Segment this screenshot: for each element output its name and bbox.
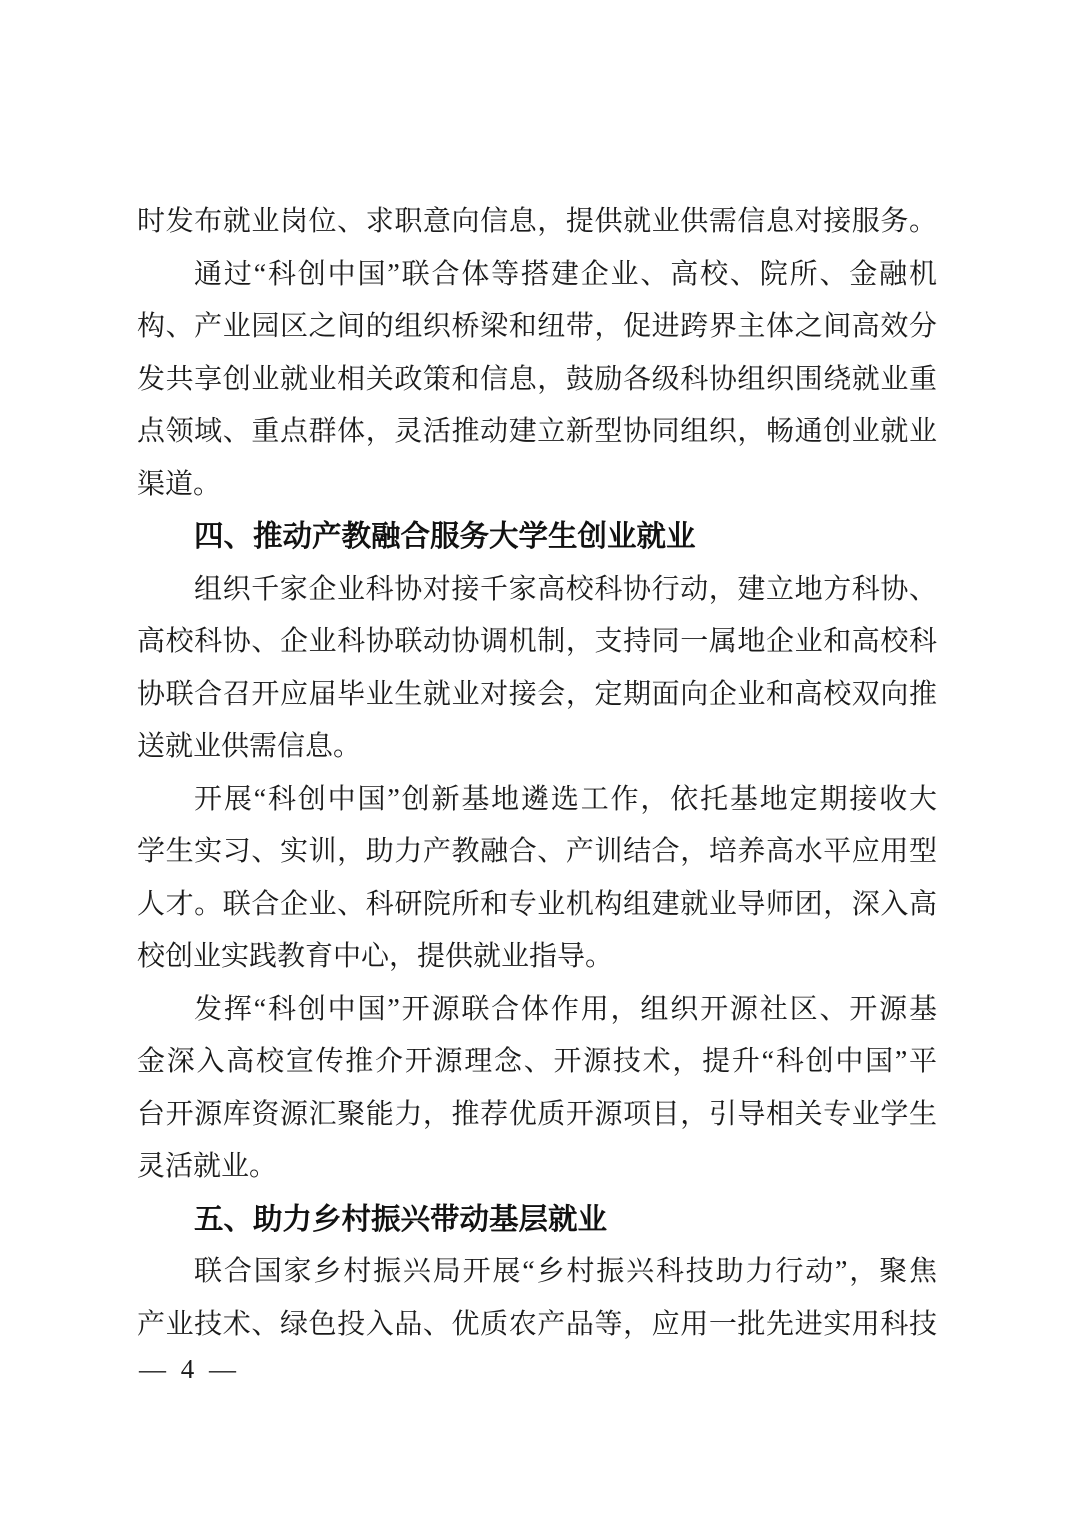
text-line: 组织千家企业科协对接千家高校科协行动，建立地方科协、 [194,573,937,605]
section-heading: 五、助力乡村振兴带动基层就业 [194,1202,608,1236]
text-line: 发挥“科创中国”开源联合体作用，组织开源社区、开源基 [194,993,937,1025]
text-line: 送就业供需信息。 [137,731,362,762]
document-body [137,196,937,1351]
text-line: 校创业实践教育中心，提供就业指导。 [137,941,614,972]
text-line: 开展“科创中国”创新基地遴选工作，依托基地定期接收大 [194,783,937,815]
page-number: — 4 — [139,1354,240,1384]
text-line: 构、产业园区之间的组织桥梁和纽带，促进跨界主体之间高效分 [137,311,937,342]
text-line: 时发布就业岗位、求职意向信息，提供就业供需信息对接服务。 [137,206,937,237]
text-line: 高校科协、企业科协联动协调机制，支持同一属地企业和高校科 [137,626,937,657]
text-line: 发共享创业就业相关政策和信息，鼓励各级科协组织围绕就业重 [137,363,937,395]
text-line: 通过“科创中国”联合体等搭建企业、高校、院所、金融机 [194,258,937,290]
text-line: 学生实习、实训，助力产教融合、产训结合，培养高水平应用型 [137,836,937,867]
text-line: 金深入高校宣传推介开源理念、开源技术，提升“科创中国”平 [137,1046,937,1077]
text-line: 协联合召开应届毕业生就业对接会，定期面向企业和高校双向推 [137,678,937,710]
text-line: 渠道。 [137,468,222,500]
text-line: 产业技术、绿色投入品、优质农产品等，应用一批先进实用科技 [137,1308,937,1340]
text-line: 台开源库资源汇聚能力，推荐优质开源项目，引导相关专业学生 [137,1098,937,1130]
section-heading: 四、推动产教融合服务大学生创业就业 [194,520,696,553]
text-line: 联合国家乡村振兴局开展“乡村振兴科技助力行动”，聚焦 [194,1256,937,1287]
text-line: 人才。联合企业、科研院所和专业机构组建就业导师团，深入高 [137,888,937,920]
text-line: 灵活就业。 [137,1151,278,1182]
text-line: 点领域、重点群体，灵活推动建立新型协同组织，畅通创业就业 [137,416,937,447]
